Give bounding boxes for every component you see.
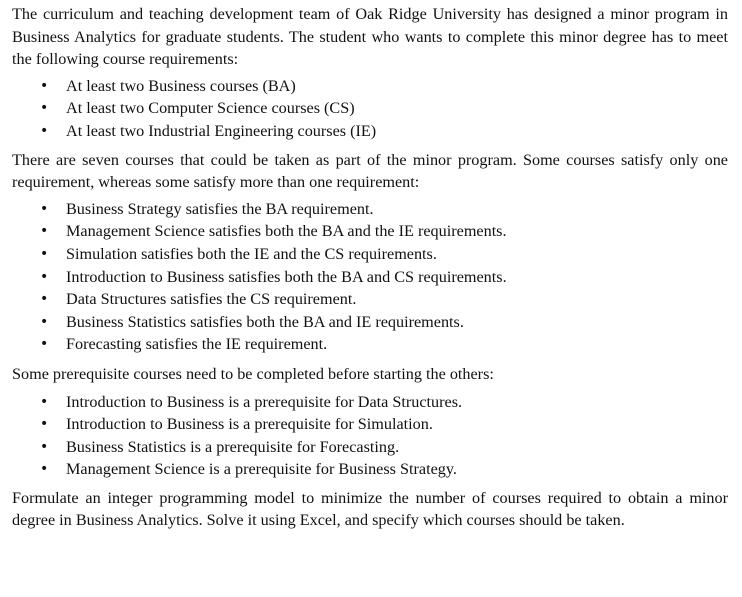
- requirement-item: • At least two Computer Science courses (CS): [40, 97, 728, 120]
- prerequisite-item: • Management Science is a prerequisite for Business Strategy.: [40, 458, 728, 481]
- course-item: • Business Strategy satisfies the BA requirement.: [40, 198, 728, 221]
- course-item: • Forecasting satisfies the IE requirement.: [40, 333, 728, 356]
- course-item: • Business Statistics satisfies both the BA and IE requirements.: [40, 311, 728, 334]
- courses-intro-paragraph: There are seven courses that could be taken as part of the minor program. Some courses satisfy only one requirement, whereas some satisfy more than one requirement:: [12, 150, 728, 192]
- course-item: • Management Science satisfies both the BA and the IE requirements.: [40, 220, 728, 243]
- prerequisite-item: • Introduction to Business is a prerequisite for Data Structures.: [40, 391, 728, 414]
- requirements-list: [12, 75, 728, 143]
- prerequisites-intro-paragraph: Some prerequisite courses need to be completed before starting the others:: [12, 364, 494, 383]
- prerequisites-list: [12, 391, 728, 481]
- course-item: • Data Structures satisfies the CS requirement.: [40, 288, 728, 311]
- requirement-item: • At least two Business courses (BA): [40, 75, 728, 98]
- course-item: • Simulation satisfies both the IE and the CS requirements.: [40, 243, 728, 266]
- prerequisite-item: • Business Statistics is a prerequisite for Forecasting.: [40, 436, 728, 459]
- intro-paragraph: The curriculum and teaching development team of Oak Ridge University has designed a minor program in Business Analytics for graduate students. The student who wants to complete this minor degree has to meet the following course requirements:: [12, 5, 728, 69]
- problem-document: [12, 3, 728, 532]
- prerequisite-item: • Introduction to Business is a prerequisite for Simulation.: [40, 413, 728, 436]
- task-paragraph: Formulate an integer programming model to minimize the number of courses required to obtain a minor degree in Business Analytics. Solve it using Excel, and specify which courses should be taken.: [12, 488, 728, 530]
- requirement-item: • At least two Industrial Engineering courses (IE): [40, 120, 728, 143]
- course-item: • Introduction to Business satisfies both the BA and CS requirements.: [40, 266, 728, 289]
- courses-list: [12, 198, 728, 356]
